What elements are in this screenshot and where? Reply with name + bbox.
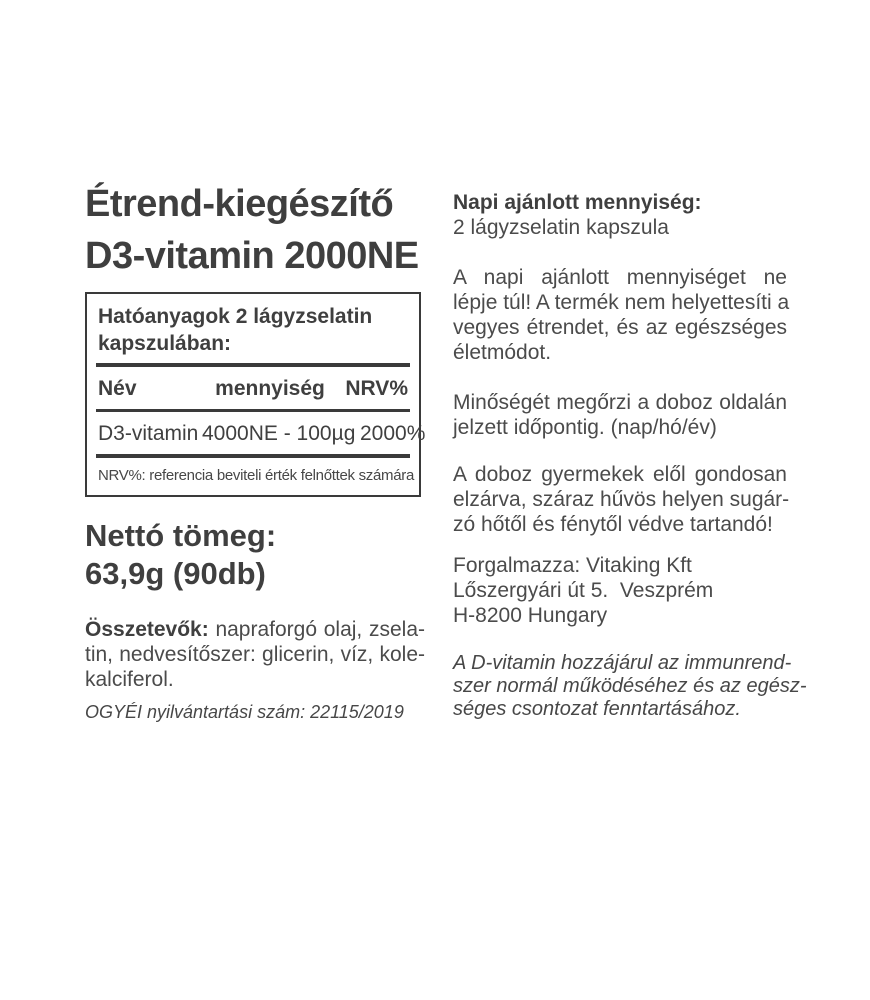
distributor-line: Lőszergyári út 5. Veszprém xyxy=(453,579,714,602)
table-header-row xyxy=(87,367,419,409)
net-weight-label: Nettó tömeg: xyxy=(85,518,277,553)
health-claim-line: A D-vitamin hozzájárul az immunrend- xyxy=(453,652,792,674)
distributor-info xyxy=(453,553,787,628)
storage-line: elzárva, száraz hűvös helyen sugár- xyxy=(453,488,790,511)
quality-line: Minőségét megőrzi a doboz oldalán xyxy=(453,391,787,414)
ingredients-line1-rest: napraforgó olaj, zsela- xyxy=(215,618,425,641)
column-header-quantity: mennyiség xyxy=(215,377,325,400)
dosage-block xyxy=(453,190,787,240)
ingredient-nrv: 2000% xyxy=(359,422,426,445)
health-claim-line: szer normál működéséhez és az egész- xyxy=(453,675,807,697)
right-column xyxy=(453,190,807,721)
active-ingredients-table xyxy=(85,292,426,497)
product-title-line2: D3-vitamin 2000NE xyxy=(85,235,419,277)
product-title xyxy=(85,178,425,282)
left-column xyxy=(85,178,425,723)
product-title-line1: Étrend-kiegészítő xyxy=(85,183,394,225)
nrv-footnote: NRV%: referencia beviteli érték felnőttek számára xyxy=(98,467,415,484)
warning-line: életmódot. xyxy=(453,341,552,364)
table-row xyxy=(87,412,426,454)
storage-line: zó hőtől és fénytől védve tartandó! xyxy=(453,513,773,536)
net-weight xyxy=(85,517,425,593)
quality-paragraph xyxy=(453,390,787,440)
quality-line: jelzett időpontig. (nap/hó/év) xyxy=(453,416,717,439)
table-heading: Hatóanyagok 2 lágyzselatin kapszulában: xyxy=(98,305,373,355)
distributor-line: Forgalmazza: Vitaking Kft xyxy=(453,554,692,577)
ingredients-label: Összetevők: xyxy=(85,618,209,641)
ingredients-line: tin, nedvesítőszer: glicerin, víz, kole- xyxy=(85,643,425,666)
storage-line: A doboz gyermekek elől gondosan xyxy=(453,463,787,486)
dosage-value: 2 lágyzselatin kapszula xyxy=(453,216,669,239)
health-claim xyxy=(453,652,807,721)
ingredient-name: D3-vitamin xyxy=(98,422,199,445)
warning-line: vegyes étrendet, és az egészséges xyxy=(453,316,787,339)
storage-paragraph xyxy=(453,462,790,537)
warning-paragraph xyxy=(453,265,790,365)
warning-line: lépje túl! A termék nem helyettesíti a xyxy=(453,291,790,314)
ingredients-line xyxy=(85,617,425,642)
ingredients-paragraph xyxy=(85,617,425,692)
net-weight-value: 63,9g (90db) xyxy=(85,556,266,591)
ingredient-quantity: 4000NE - 100µg xyxy=(202,422,356,445)
column-header-nrv: NRV% xyxy=(345,377,408,400)
distributor-line: H-8200 Hungary xyxy=(453,604,608,627)
column-header-name: Név xyxy=(98,377,137,400)
ingredients-line: kalciferol. xyxy=(85,668,174,691)
health-claim-line: séges csontozat fenntartásához. xyxy=(453,698,741,720)
warning-line: A napi ajánlott mennyiséget ne xyxy=(453,266,787,289)
dosage-heading: Napi ajánlott mennyiség: xyxy=(453,191,702,214)
registration-number: OGYÉI nyilvántartási szám: 22115/2019 xyxy=(85,702,404,722)
